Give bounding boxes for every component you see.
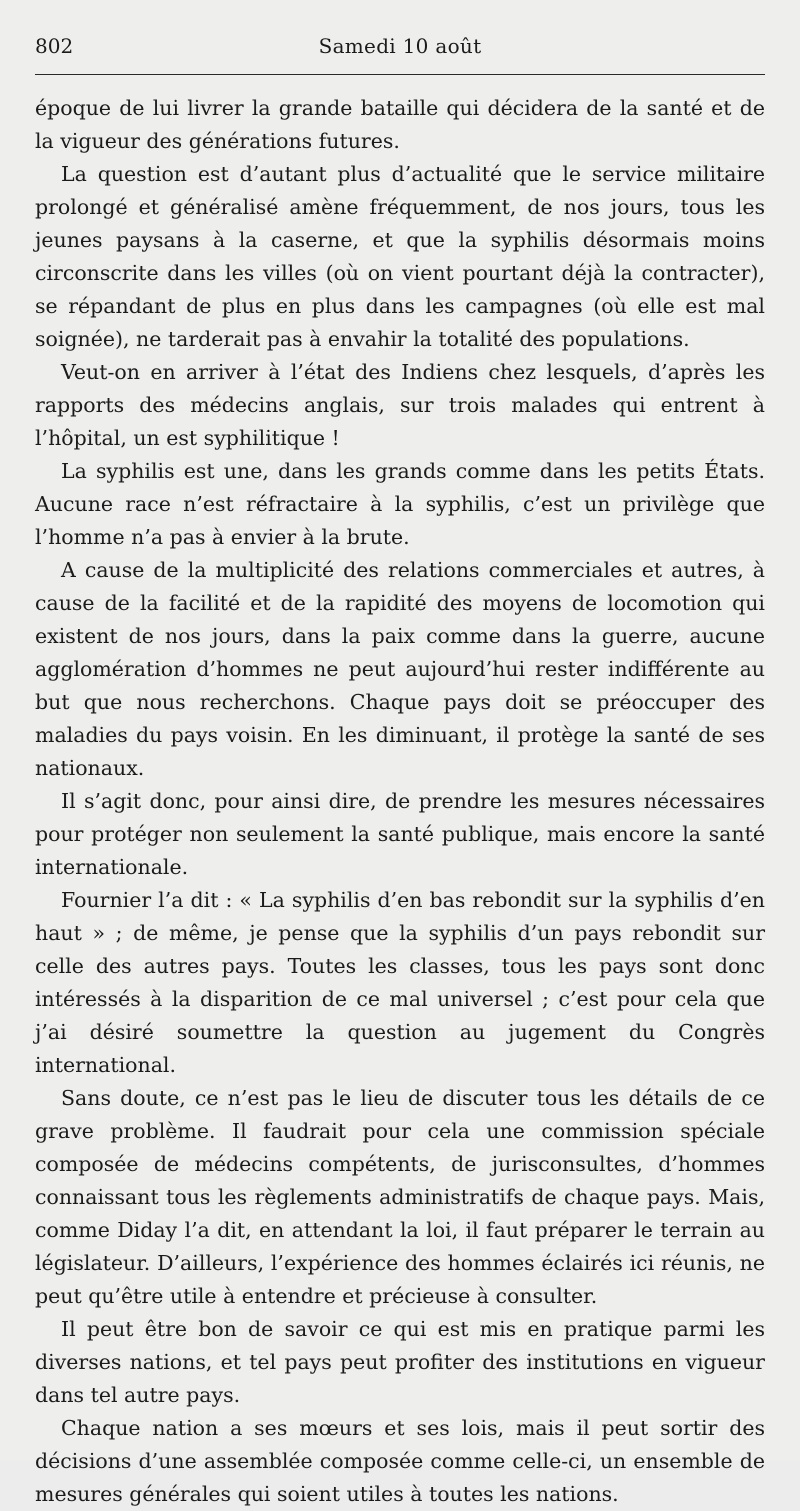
paragraph: Sans doute, ce n’est pas le lieu de discuter tous les détails de ce grave problème. Il faudrait pour cela une commission spéciale composée de médecins compétents, de jurisconsultes, d’hommes connaissant tous les règlements administratifs de chaque pays. Mais, comme Diday l’a dit, en attendant la loi, il faut préparer le terrain au législateur. D’ailleurs, l’expérience des hommes éclairés ici réunis, ne peut qu’être utile à entendre et précieuse à consulter.	[35, 1086, 765, 1308]
page-header	[35, 30, 765, 62]
header-rule	[35, 74, 765, 75]
paragraph: La syphilis est une, dans les grands comme dans les petits États. Aucune race n’est réfractaire à la syphilis, c’est un privilège que l’homme n’a pas à envier à la brute.	[35, 459, 765, 549]
page-number: 802	[35, 34, 74, 58]
paragraph: Il peut être bon de savoir ce qui est mis en pratique parmi les diverses nations, et tel pays peut profiter des institutions en vigueur dans tel autre pays.	[35, 1317, 765, 1407]
paragraph: Chaque nation a ses mœurs et ses lois, mais il peut sortir des décisions d’une assemblée composée comme celle-ci, un ensemble de mesures générales qui soient utiles à toutes les nations.	[35, 1416, 765, 1506]
paragraph: époque de lui livrer la grande bataille qui décidera de la santé et de la vigueur des générations futures.	[35, 96, 765, 153]
paragraph: Il s’agit donc, pour ainsi dire, de prendre les mesures nécessaires pour protéger non seulement la santé publique, mais encore la santé internationale.	[35, 789, 765, 879]
body-text	[35, 92, 765, 1511]
paragraph: Fournier l’a dit : « La syphilis d’en bas rebondit sur la syphilis d’en haut » ; de même, je pense que la syphilis d’un pays rebondit sur celle des autres pays. Toutes les classes, tous les pays sont donc intéressés à la disparition de ce mal universel ; c’est pour cela que j’ai désiré soumettre la question au jugement du Congrès international.	[35, 888, 765, 1077]
paragraph: La question est d’autant plus d’actualité que le service militaire prolongé et généralisé amène fréquemment, de nos jours, tous les jeunes paysans à la caserne, et que la syphilis désormais moins circonscrite dans les villes (où on vient pourtant déjà la contracter), se répandant de plus en plus dans les campagnes (où elle est mal soignée), ne tarderait pas à envahir la totalité des populations.	[35, 162, 765, 351]
running-head: Samedi 10 août	[318, 34, 482, 58]
paragraph: Veut-on en arriver à l’état des Indiens chez lesquels, d’après les rapports des médecins anglais, sur trois malades qui entrent à l’hôpital, un est syphilitique !	[35, 360, 765, 450]
paragraph: A cause de la multiplicité des relations commerciales et autres, à cause de la facilité et de la rapidité des moyens de locomotion qui existent de nos jours, dans la paix comme dans la guerre, aucune agglomération d’hommes ne peut aujourd’hui rester indifférente au but que nous recherchons. Chaque pays doit se préoccuper des maladies du pays voisin. En les diminuant, il protège la santé de ses nationaux.	[35, 558, 765, 780]
